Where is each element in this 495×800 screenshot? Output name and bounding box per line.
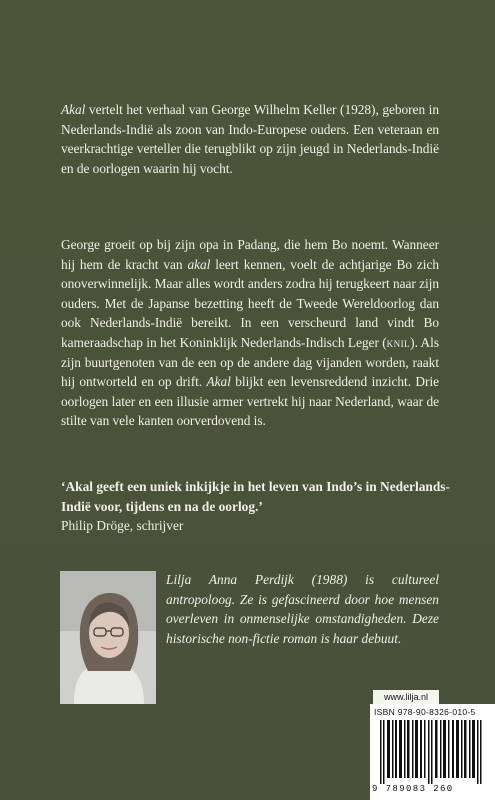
blurb-text: vertelt het verhaal van George Wilhelm Keller (1928), geboren in Nederlands-Indië als zoon van Indo-Europese ouders. Een veteraan en veerkrachtige verteller die terugblikt op zijn jeugd in Nederlands-Indië en de oorlogen waarin hij vocht. [61,102,439,176]
review-quote [61,477,461,536]
quote-author: Philip Dröge, schrijver [61,518,184,534]
publisher-url[interactable]: www.lilja.nl [373,690,439,704]
blurb-paragraph-1 [61,100,439,178]
blurb-text: leert kennen, voelt de achtjarige Bo zich onoverwinnelijk. Maar alles wordt anders zodra hij terugkeert naar zijn ouders. Met de Japanse bezetting heeft de Tweede Wereldoorlog dan ook Nederlands-Indië bereikt. In een verscheurd land vindt Bo kameraadschap in het Koninklijk Nederlands-Indisch Leger ( [61,256,439,350]
author-photo [60,571,156,704]
book-title-inline: Akal [61,102,86,117]
isbn-label: ISBN 978-90-8326-010-5 [374,707,476,717]
barcode-digits: 9 789083 260 [372,784,454,794]
barcode-box [370,704,495,800]
blurb-text: ). Als zijn buurtgenoten van de een op de andere dag vijanden worden, raakt hij ontworteld en op drift. [61,334,439,390]
knil-abbreviation: knil [386,334,411,350]
blurb-paragraph-2 [61,235,439,431]
book-title-inline: Akal [206,374,231,390]
barcode-icon [380,720,490,784]
akal-term: akal [187,256,211,272]
author-photo-icon [60,571,156,704]
quote-text: ‘Akal geeft een uniek inkijkje in het leven van Indo’s in Nederlands-Indië voor, tijdens en na de oorlog.’ [61,479,450,514]
blurb-text: George groeit op bij zijn opa in Padang, die hem Bo noemt. Wanneer hij hem de kracht van [61,237,439,272]
blurb-text: blijkt een levensreddend inzicht. Drie oorlogen later en een illusie armer vertrekt hij naar Nederland, waar de stilte van vele kanten oorverdovend is. [61,374,440,429]
author-bio: Lilja Anna Perdijk (1988) is cultureel antropoloog. Ze is gefascineerd door hoe mensen overleven in onmenselijke omstandigheden. Deze historische non-fictie roman is haar debuut. [166,572,439,646]
